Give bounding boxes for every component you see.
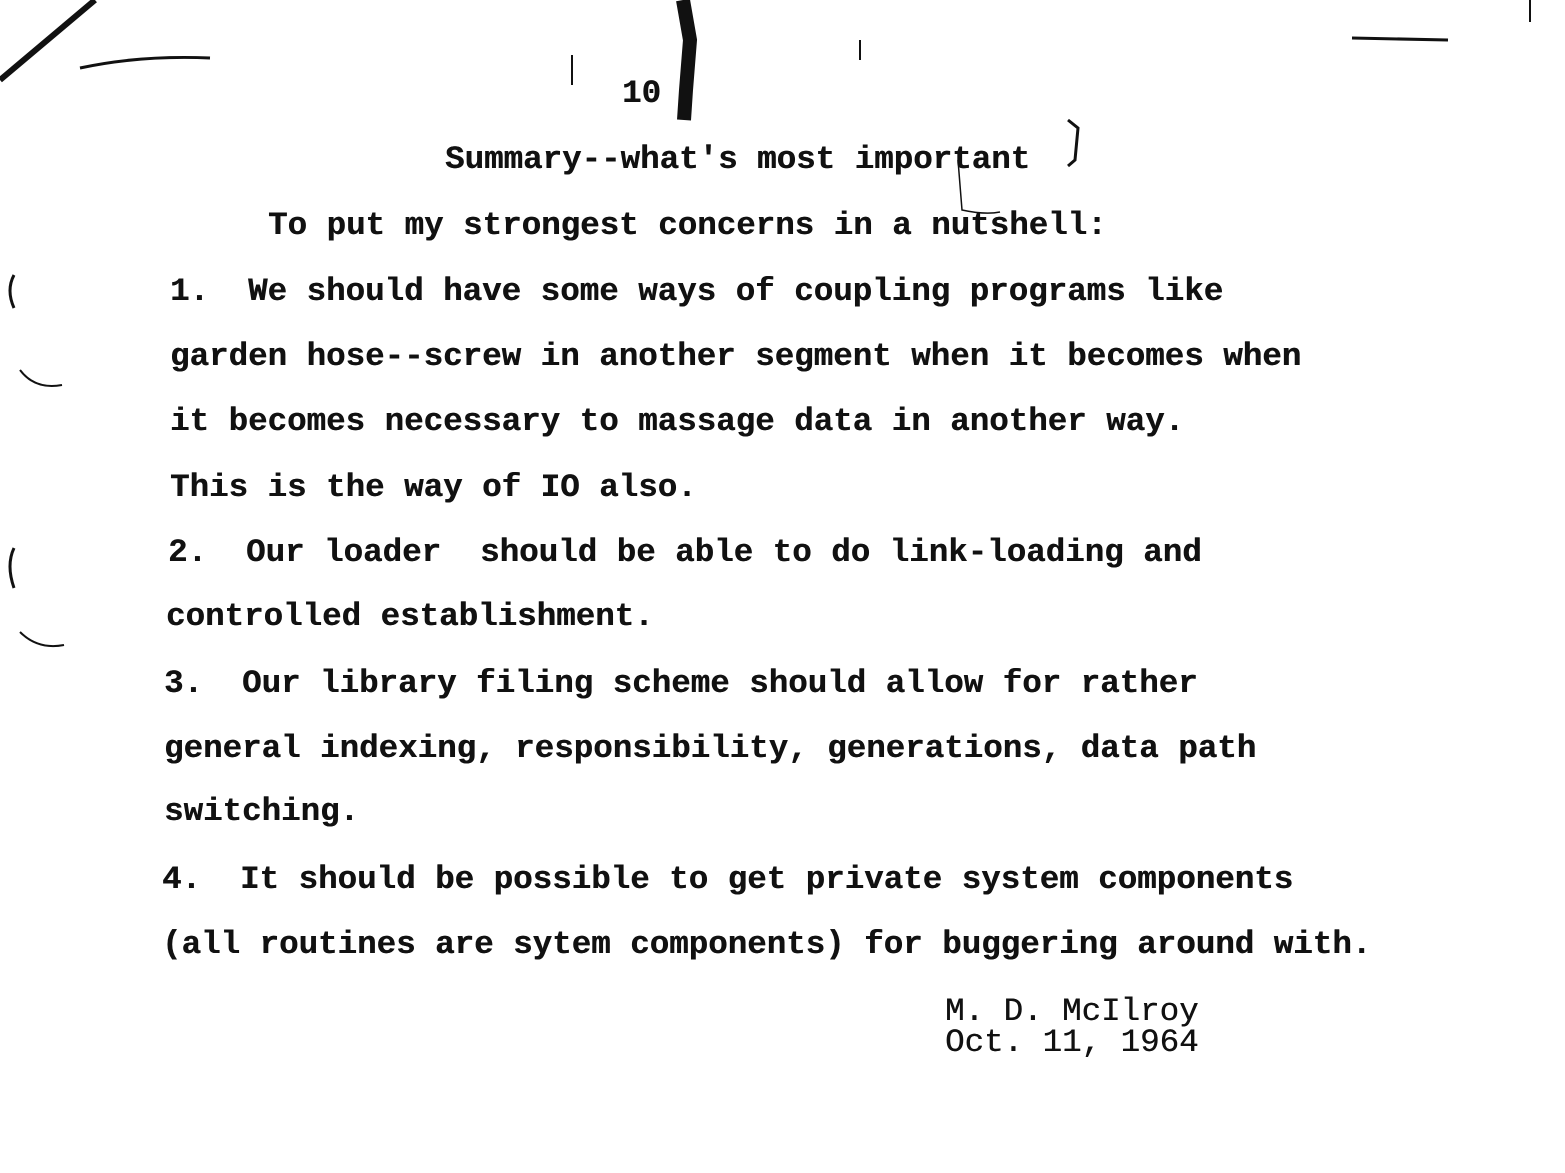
item-4-line-1: 4. It should be possible to get private system components [162,861,1294,898]
punch-hole-mark [10,275,14,308]
punch-hole-mark [10,548,14,588]
item-3-line-2: general indexing, responsibility, generations, data path [164,730,1257,767]
item-1-line-1: 1. We should have some ways of coupling programs like [170,273,1224,310]
item-1-line-3: it becomes necessary to massage data in another way. [170,403,1185,440]
item-3-line-1: 3. Our library filing scheme should allow for rather [164,665,1198,702]
item-4-line-2: (all routines are sytem components) for buggering around with. [162,926,1372,963]
punch-hole-mark [20,632,64,646]
signature-date: Oct. 11, 1964 [945,1024,1199,1061]
item-1-line-4: This is the way of IO also. [170,469,697,506]
bracket-mark [1068,120,1078,166]
page-title: Summary--what's most important [445,141,1031,178]
item-2-line-2: controlled establishment. [166,598,654,635]
item-2-line-1: 2. Our loader should be able to do link-loading and [168,534,1202,571]
intro-text: To put my strongest concerns in a nutshell: [268,207,1107,244]
signature-name: M. D. McIlroy [945,993,1199,1030]
top-dash-right [1352,38,1448,40]
item-3-line-3: switching. [164,793,360,830]
page-number: 10 [622,75,662,112]
vertical-smudge [683,0,690,120]
top-dash-left [80,57,210,68]
item-1-line-2: garden hose--screw in another segment when it becomes when [170,338,1302,375]
punch-hole-mark [20,370,62,386]
